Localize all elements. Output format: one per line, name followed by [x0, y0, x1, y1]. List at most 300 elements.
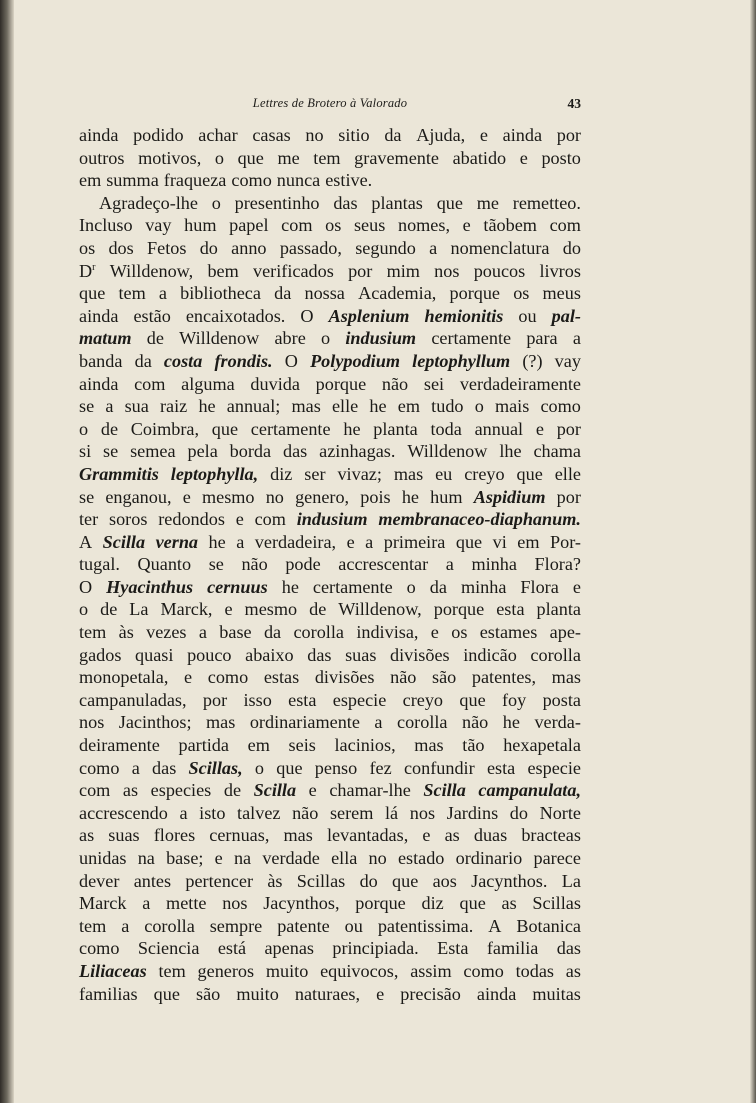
word: a: [158, 283, 167, 304]
word: nos: [409, 802, 436, 823]
text-line: [79, 373, 581, 396]
word: Ajuda,: [416, 125, 466, 145]
word: pouco: [187, 644, 232, 665]
word: e: [235, 509, 244, 530]
word: enganou,: [105, 486, 172, 507]
word: Marck: [79, 893, 127, 914]
word: estão: [133, 305, 171, 326]
word: podido: [133, 125, 184, 145]
word: planta: [373, 418, 418, 439]
word: com: [549, 215, 581, 236]
word: que: [459, 689, 486, 710]
word: (?): [522, 350, 543, 371]
word: com: [254, 509, 286, 530]
word: genero,: [295, 486, 350, 507]
word: que: [211, 418, 239, 439]
word: e: [519, 147, 528, 168]
word: verdadeira,: [254, 531, 337, 552]
word: por: [556, 125, 581, 145]
word: e: [422, 825, 431, 846]
word: flores: [153, 825, 196, 846]
word: mas: [393, 463, 424, 484]
word: como: [207, 667, 249, 688]
word: verdade: [262, 848, 320, 868]
word: a: [236, 531, 245, 552]
word: que: [79, 283, 106, 304]
word: mas: [206, 712, 236, 733]
word: anno: [231, 237, 267, 258]
word: nos: [222, 893, 248, 914]
word: e: [572, 576, 581, 597]
word: O: [79, 576, 93, 597]
word: mas: [551, 667, 581, 688]
word: e: [346, 531, 355, 552]
word: os: [451, 622, 468, 643]
word: eu: [435, 463, 453, 484]
word: e: [214, 848, 223, 868]
text-line: [79, 395, 581, 418]
word: certamente: [250, 418, 331, 439]
word: passado,: [279, 237, 342, 258]
word: posto: [541, 147, 581, 168]
word: e: [182, 486, 191, 507]
word: muitas: [532, 983, 581, 1004]
word: da: [274, 283, 292, 304]
word: sempre: [209, 915, 263, 936]
word: não: [292, 802, 319, 823]
word: mesmo: [244, 599, 298, 620]
word: as: [79, 825, 95, 846]
word: as: [501, 893, 517, 914]
word: pela: [187, 441, 218, 462]
word: com: [79, 780, 111, 801]
word: e: [535, 418, 544, 439]
text-line: [79, 689, 581, 712]
word: em: [517, 531, 540, 552]
text-line: [79, 847, 581, 870]
word: poucos: [473, 260, 526, 281]
word: mais: [494, 396, 530, 417]
word: o: [214, 147, 224, 168]
word: he: [208, 531, 226, 552]
word: he: [198, 396, 216, 417]
word: divisões: [390, 644, 450, 665]
word: as: [122, 780, 139, 801]
word: na: [137, 848, 155, 868]
text-line: [79, 327, 581, 350]
word: posta: [542, 689, 581, 710]
word: porque: [355, 893, 406, 914]
word: primeira: [383, 531, 446, 552]
word: pode: [285, 554, 321, 575]
word: presentinho: [234, 192, 320, 213]
word: pal-: [551, 305, 581, 326]
text-line: [79, 440, 581, 463]
superscript: r: [92, 261, 96, 273]
text-line: [79, 644, 581, 667]
word: assim: [410, 960, 452, 981]
word: meus: [542, 283, 581, 304]
word: familias: [79, 983, 138, 1004]
word: ainda: [79, 305, 119, 326]
word: diz: [421, 893, 444, 914]
word: de: [100, 599, 118, 620]
word: deiramente: [79, 735, 160, 756]
body-text: [79, 124, 581, 1005]
word: Scillas: [532, 893, 581, 914]
word: minha: [471, 554, 517, 575]
text-line: [79, 260, 581, 283]
word: Sciencia: [137, 938, 200, 959]
word: para: [526, 328, 558, 349]
word: da: [429, 576, 447, 597]
word: Jacinthos;: [118, 712, 192, 733]
word: La: [129, 599, 149, 620]
word: mas: [283, 825, 313, 846]
word: tugal.: [79, 554, 120, 575]
word: equivocos,: [320, 960, 399, 981]
word: bibliotheca: [180, 283, 261, 304]
word: estive.: [325, 170, 373, 191]
word: seus: [353, 215, 386, 236]
word: precisão: [400, 983, 461, 1004]
word: com: [281, 215, 313, 236]
text-line: [79, 508, 581, 531]
word: que: [276, 757, 303, 778]
word: porque: [315, 373, 367, 394]
text-line: [79, 621, 581, 644]
word: a: [445, 554, 454, 575]
text-line: [79, 124, 581, 147]
word: ainda: [79, 373, 119, 394]
word: tem: [118, 283, 146, 304]
word: annual: [474, 418, 524, 439]
word: Quanto: [137, 554, 192, 575]
word: de: [309, 599, 327, 620]
word: em: [247, 735, 270, 756]
word: aos: [432, 870, 457, 891]
word: A: [488, 915, 502, 936]
word: esta: [486, 757, 516, 778]
word: pois: [360, 486, 391, 507]
word: me: [277, 147, 300, 168]
word: da: [263, 622, 282, 643]
page-number: 43: [567, 96, 581, 111]
word: as: [565, 960, 581, 981]
text-line: [79, 802, 581, 825]
word: o: [79, 418, 89, 439]
word: borda: [229, 441, 272, 462]
word: de: [223, 780, 242, 801]
word: principiada.: [332, 938, 419, 959]
word: vay: [145, 215, 172, 236]
word: Jacynthos,: [263, 893, 340, 914]
word: vi: [492, 531, 507, 552]
word: tem: [79, 622, 107, 643]
word: e: [479, 125, 488, 145]
word: do: [359, 870, 378, 891]
word: seis: [288, 735, 316, 756]
word: hexapetala: [503, 735, 581, 756]
word: com: [134, 373, 166, 394]
word: e: [308, 780, 317, 801]
word: si: [79, 441, 92, 462]
text-line: [79, 576, 581, 599]
word: A: [79, 531, 93, 552]
word: a: [179, 802, 188, 823]
word: do: [509, 802, 528, 823]
word: a: [198, 622, 207, 643]
word: campanuladas,: [79, 689, 187, 710]
word: ser: [304, 463, 326, 484]
word: ou: [518, 305, 537, 326]
word: accrescendo: [79, 802, 168, 823]
word: muito: [236, 983, 279, 1004]
word: he: [343, 418, 361, 439]
word: abre: [274, 328, 306, 349]
word: na: [233, 848, 252, 868]
word: mim: [386, 260, 420, 281]
word: creyo: [464, 463, 505, 484]
word: vay: [554, 350, 581, 371]
word: ape-: [549, 622, 581, 643]
word: as: [444, 825, 460, 846]
word: he: [502, 712, 520, 733]
word: o: [321, 328, 331, 349]
word: annual;: [226, 396, 281, 417]
word: raiz: [160, 396, 188, 417]
word: fez: [369, 757, 392, 778]
word: Botanica: [516, 915, 581, 936]
word: os: [79, 237, 96, 258]
word: verda-: [534, 712, 581, 733]
word: Scilla: [253, 780, 297, 801]
word: que: [237, 147, 264, 168]
word: base;: [166, 848, 204, 868]
word: abatido: [452, 147, 507, 168]
word: motivos,: [138, 147, 202, 168]
word: duvida: [250, 373, 300, 394]
word: penso: [314, 757, 358, 778]
word: muito: [265, 960, 309, 981]
word: Incluso: [79, 215, 133, 236]
word: foy: [501, 689, 527, 710]
text-line: [79, 214, 581, 237]
word: se: [208, 554, 224, 575]
text-line: [79, 711, 581, 734]
word: achar: [198, 125, 238, 145]
word: he: [281, 576, 299, 597]
word: familia: [486, 938, 539, 959]
word: costa: [163, 350, 203, 371]
word: está: [217, 938, 247, 959]
word: Asplenium: [328, 305, 410, 326]
word: isso: [243, 689, 272, 710]
word: frondis.: [214, 350, 273, 371]
word: como: [540, 396, 581, 417]
word: ella: [331, 848, 358, 868]
word: hemionitis: [424, 305, 504, 326]
word: ter: [79, 509, 99, 530]
word: ainda: [502, 125, 543, 145]
text-line: [79, 757, 581, 780]
word: Willdenow: [179, 328, 260, 349]
word: patente: [277, 915, 330, 936]
word: quasi: [135, 644, 174, 665]
word: que: [455, 531, 483, 552]
word: minha: [460, 576, 507, 597]
word: corolla: [530, 644, 581, 665]
word: a: [142, 893, 151, 914]
word: estado: [397, 848, 445, 868]
word: das: [152, 757, 177, 778]
word: verdadeiramente: [459, 373, 581, 394]
word: abaixo: [245, 644, 294, 665]
text-line: [79, 282, 581, 305]
word: redondos: [158, 509, 225, 530]
word: tãobem: [483, 215, 537, 236]
word: como: [79, 757, 120, 778]
word: he: [401, 486, 419, 507]
word: duas: [473, 825, 508, 846]
word: parece: [533, 848, 581, 868]
word: mette: [166, 893, 207, 914]
word: chama: [533, 441, 581, 462]
word: sei: [423, 373, 445, 394]
word: hum: [430, 486, 463, 507]
word: plantas: [371, 192, 423, 213]
text-line: [79, 960, 581, 983]
word: Hyacinthus: [106, 576, 194, 597]
word: confundir: [403, 757, 475, 778]
word: os: [325, 215, 342, 236]
word: Jacynthos.: [471, 870, 548, 891]
word: se: [103, 441, 119, 462]
word: Polypodium: [310, 350, 400, 371]
word: Scilla: [102, 531, 146, 552]
word: Por-: [550, 531, 581, 552]
word: isto: [199, 802, 226, 823]
word: que: [392, 870, 419, 891]
word: porque: [449, 283, 501, 304]
text-line: [79, 553, 581, 576]
word: levantadas,: [326, 825, 409, 846]
text-line: [79, 305, 581, 328]
word: talvez: [237, 802, 281, 823]
word: azinhagas.: [319, 441, 396, 462]
text-line: [79, 192, 581, 215]
word: mas: [291, 396, 321, 417]
word: pertencer: [185, 870, 254, 891]
word: lá: [385, 802, 399, 823]
word: tem: [79, 915, 107, 936]
word: generos: [197, 960, 255, 981]
word: não: [381, 373, 409, 394]
word: a: [365, 531, 374, 552]
word: Academia,: [358, 283, 437, 304]
word: e: [430, 622, 439, 643]
word: ainda: [476, 983, 517, 1004]
text-line: [79, 486, 581, 509]
word: Scillas,: [188, 757, 243, 778]
word: accrescentar: [338, 554, 429, 575]
word: Grammitis: [79, 463, 159, 484]
word: dos: [108, 237, 134, 258]
word: mesmo: [201, 486, 255, 507]
word: nos: [79, 712, 105, 733]
word: Marck,: [160, 599, 213, 620]
word: como: [463, 960, 504, 981]
word: especies: [150, 780, 212, 801]
word: em: [397, 396, 420, 417]
word: estames: [479, 622, 538, 643]
word: Jardins: [446, 802, 499, 823]
word: como: [79, 938, 120, 959]
text-line: [79, 418, 581, 441]
word: naturaes,: [294, 983, 361, 1004]
text-line: [79, 666, 581, 689]
word: tudo: [431, 396, 464, 417]
word: $D^r$: [79, 260, 96, 281]
word: diz: [270, 463, 293, 484]
word: Norte: [539, 802, 581, 823]
word: às: [267, 870, 283, 891]
word: que: [516, 463, 543, 484]
word: Willdenow,: [109, 260, 194, 281]
text-line: [79, 147, 581, 170]
word: dever: [79, 870, 120, 891]
text-line: [79, 598, 581, 621]
word: especie: [332, 689, 387, 710]
text-line: [79, 531, 581, 554]
word: O: [284, 350, 298, 371]
word: ainda: [79, 125, 119, 145]
running-title: Lettres de Brotero à Valorado: [252, 96, 408, 110]
text-line: [79, 734, 581, 757]
word: e: [376, 983, 385, 1004]
word: e: [224, 599, 233, 620]
word: e: [184, 667, 193, 688]
word: não: [462, 712, 489, 733]
word: das: [307, 644, 332, 665]
word: indicão: [463, 644, 517, 665]
word: gravemente: [354, 147, 439, 168]
text-line: [79, 169, 581, 192]
word: se: [79, 396, 95, 417]
word: por: [348, 260, 373, 281]
word: patentissima.: [377, 915, 474, 936]
word: suas: [108, 825, 140, 846]
word: como: [231, 170, 272, 191]
word: summa: [106, 170, 159, 191]
word: esta: [288, 689, 317, 710]
word: nossa: [304, 283, 345, 304]
word: são: [432, 667, 457, 688]
word: hum: [184, 215, 217, 236]
word: campanulata,: [478, 780, 581, 801]
word: verna: [155, 531, 199, 552]
word: vezes: [146, 622, 187, 643]
word: lhe: [499, 441, 522, 462]
word: os: [513, 283, 530, 304]
word: de: [146, 328, 164, 349]
word: monopetala,: [79, 667, 169, 688]
word: mas: [414, 735, 444, 756]
word: de: [100, 418, 119, 439]
word: tem: [313, 147, 341, 168]
word: por: [556, 418, 581, 439]
word: he: [369, 396, 387, 417]
